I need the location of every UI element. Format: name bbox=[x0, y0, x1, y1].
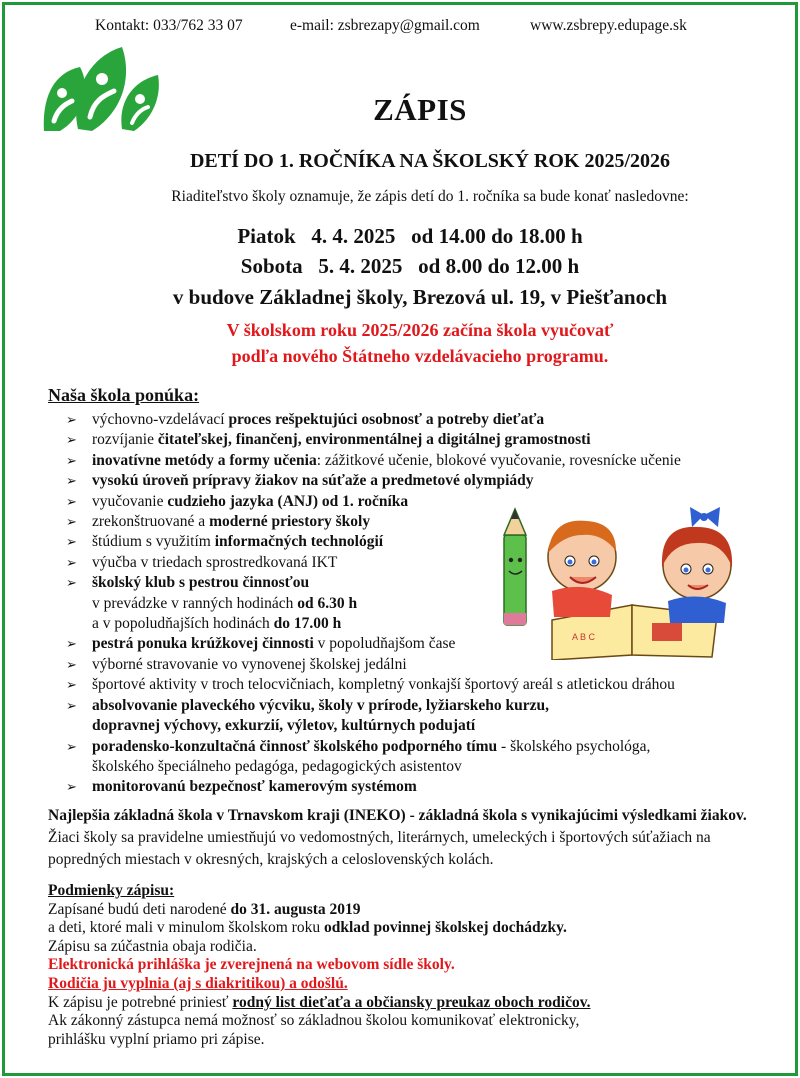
offer-item-text bbox=[92, 778, 417, 795]
text-run: K zápisu je potrebné priniesť bbox=[48, 993, 233, 1011]
text-run: absolvovanie plaveckého výcviku, školy v prírode, lyžiarskeho kurzu, bbox=[92, 696, 550, 714]
contact-website[interactable]: www.zsbrepy.edupage.sk bbox=[530, 17, 687, 34]
schedule-saturday: Sobota 5. 4. 2025 od 8.00 do 12.00 h bbox=[240, 254, 580, 278]
arrow-bullet-icon: ➢ bbox=[66, 779, 77, 795]
offer-item-text bbox=[92, 635, 455, 652]
text-run: informačných technológií bbox=[214, 533, 384, 551]
arrow-bullet-icon: ➢ bbox=[66, 452, 77, 468]
offer-item-text bbox=[92, 493, 408, 510]
notice-line-2: podľa nového Štátneho vzdelávacieho programu. bbox=[231, 346, 609, 366]
offer-item-text bbox=[92, 656, 407, 673]
offer-heading: Naša škola ponúka: bbox=[48, 385, 200, 405]
arrow-bullet-icon: ➢ bbox=[66, 636, 77, 652]
text-run: prihlášku vyplní priamo pri zápise. bbox=[48, 1030, 265, 1048]
text-run: v popoludňajšom čase bbox=[313, 635, 456, 653]
intro-text: Riaditeľstvo školy oznamuje, že zápis detí do 1. ročníka sa bude konať nasledovne: bbox=[171, 188, 689, 205]
text-run: cudzieho jazyka (ANJ) od 1. ročníka bbox=[167, 492, 409, 510]
text-run: zrekonštruované a bbox=[92, 513, 210, 531]
text-run: dopravnej výchovy, exkurzií, výletov, kultúrnych podujatí bbox=[92, 717, 476, 735]
page-title: ZÁPIS bbox=[373, 92, 467, 127]
condition-line bbox=[48, 938, 768, 957]
offer-item-continuation bbox=[92, 757, 786, 777]
conditions-heading: Podmienky zápisu: bbox=[48, 882, 175, 899]
schedule-friday: Piatok 4. 4. 2025 od 14.00 do 18.00 h bbox=[237, 224, 583, 248]
text-run: od 6.30 h bbox=[297, 594, 358, 612]
offer-item-text bbox=[92, 411, 544, 428]
text-run: pestrá ponuka krúžkovej činnosti bbox=[92, 635, 314, 653]
condition-line bbox=[48, 1031, 768, 1050]
arrow-bullet-icon: ➢ bbox=[66, 514, 77, 530]
notice-line-1: V školskom roku 2025/2026 začína škola vyučovať bbox=[226, 320, 614, 340]
condition-line bbox=[48, 956, 768, 975]
text-run: odklad povinnej školskej dochádzky. bbox=[323, 919, 567, 937]
contact-email[interactable]: e-mail: zsbrezapy@gmail.com bbox=[290, 17, 480, 34]
offer-item-text bbox=[92, 472, 534, 489]
text-run: a v popoludňajších hodinách bbox=[92, 615, 274, 633]
arrow-bullet-icon: ➢ bbox=[66, 534, 77, 550]
offer-item-text bbox=[92, 452, 681, 469]
text-run: vyučovanie bbox=[92, 492, 168, 510]
offer-item bbox=[66, 471, 786, 491]
arrow-bullet-icon: ➢ bbox=[66, 677, 77, 693]
text-run: školského špeciálneho pedagóga, pedagogických asistentov bbox=[92, 757, 462, 775]
text-run: poradensko-konzultačná činnosť školského podporného tímu bbox=[92, 737, 498, 755]
conditions-block bbox=[48, 882, 768, 1049]
offer-item-text bbox=[92, 513, 370, 530]
contact-phone: Kontakt: 033/762 33 07 bbox=[95, 17, 243, 34]
text-run: školský klub s pestrou činnosťou bbox=[92, 574, 310, 592]
condition-line bbox=[48, 975, 768, 994]
text-run: do 17.00 h bbox=[273, 615, 342, 633]
offer-item bbox=[66, 430, 786, 450]
text-run: Rodičia ju vyplnia (aj s diakritikou) a odošlú. bbox=[48, 974, 348, 992]
text-run: moderné priestory školy bbox=[209, 513, 371, 531]
text-run: čitateľskej, finančenj, environmentálnej a digitálnej gramostnosti bbox=[157, 431, 591, 449]
text-run: Zápisu sa zúčastnia obaja rodičia. bbox=[48, 937, 257, 955]
school-description bbox=[48, 805, 768, 871]
text-run: inovatívne metódy a formy učenia bbox=[92, 451, 317, 469]
text-run: štúdium s využitím bbox=[92, 533, 215, 551]
condition-line bbox=[48, 901, 768, 920]
condition-line bbox=[48, 919, 768, 938]
text-run: do 31. augusta 2019 bbox=[230, 900, 361, 918]
arrow-bullet-icon: ➢ bbox=[66, 575, 77, 591]
offer-item-continuation bbox=[92, 716, 786, 736]
text-run: výučba v triedach sprostredkovaná IKT bbox=[92, 553, 338, 571]
arrow-bullet-icon: ➢ bbox=[66, 412, 77, 427]
offer-item bbox=[66, 675, 786, 695]
offer-item bbox=[66, 451, 786, 471]
offer-item-text bbox=[92, 676, 675, 693]
text-run: Zapísané budú deti narodené bbox=[48, 900, 231, 918]
arrow-bullet-icon: ➢ bbox=[66, 473, 77, 489]
text-run: Najlepšia základná škola v Trnavskom kraji (INEKO) - základná škola s vynikajúcimi výsledkami žiakov. bbox=[48, 807, 747, 824]
page-subtitle: DETÍ DO 1. ROČNÍKA NA ŠKOLSKÝ ROK 2025/2026 bbox=[189, 150, 671, 172]
text-run: Žiaci školy sa pravidelne umiestňujú vo vedomostných, literárnych, umeleckých i športových súťažiach na popredných miestach v okresných, krajských a celoslovenských kolách. bbox=[48, 829, 711, 868]
offer-item-text bbox=[92, 533, 383, 550]
offer-item-text bbox=[92, 554, 337, 571]
text-run: : zážitkové učenie, blokové vyučovanie, rovesnícke učenie bbox=[316, 451, 681, 469]
offer-item-text bbox=[92, 574, 309, 591]
svg-text:A B C: A B C bbox=[572, 632, 596, 642]
offer-item-text bbox=[92, 697, 549, 714]
offer-item-text bbox=[92, 738, 650, 755]
text-run: výborné stravovanie vo vynovenej školskej jedálni bbox=[92, 655, 407, 673]
condition-line bbox=[48, 1012, 768, 1031]
offer-item-text bbox=[92, 431, 591, 448]
text-run: výchovno-vzdelávací bbox=[92, 411, 229, 428]
text-run: monitorovanú bezpečnosť kamerovým systémom bbox=[92, 778, 417, 796]
text-run: rodný list dieťaťa a občiansky preukaz oboch rodičov. bbox=[232, 993, 591, 1011]
arrow-bullet-icon: ➢ bbox=[66, 738, 77, 754]
arrow-bullet-icon: ➢ bbox=[66, 656, 77, 672]
text-run: v prevádzke v ranných hodinách bbox=[92, 594, 298, 612]
text-run: vysokú úroveň prípravy žiakov na súťaže a predmetové olympiády bbox=[92, 472, 534, 490]
kids-reading-illustration bbox=[482, 505, 772, 660]
arrow-bullet-icon: ➢ bbox=[66, 493, 77, 509]
offer-item bbox=[66, 737, 786, 778]
text-run: Elektronická prihláška je zverejnená na webovom sídle školy. bbox=[48, 956, 455, 974]
offer-item bbox=[66, 410, 786, 430]
text-run: a deti, ktoré mali v minulom školskom roku bbox=[48, 919, 324, 937]
offer-item bbox=[66, 696, 786, 737]
offer-item bbox=[66, 777, 786, 797]
condition-line bbox=[48, 994, 768, 1013]
schedule-location: v budove Základnej školy, Brezová ul. 19, v Piešťanoch bbox=[172, 285, 668, 309]
text-run: - školského psychológa, bbox=[497, 737, 651, 755]
text-run: proces rešpektujúci osobnosť a potreby dieťaťa bbox=[228, 411, 545, 428]
text-run: Ak zákonný zástupca nemá možnosť so základnou školou komunikovať elektronicky, bbox=[48, 1012, 580, 1030]
text-run: rozvíjanie bbox=[92, 431, 158, 449]
text-run: športové aktivity v troch telocvičniach, kompletný vonkajší športový areál s atletickou dráhou bbox=[92, 676, 675, 694]
arrow-bullet-icon: ➢ bbox=[66, 554, 77, 570]
arrow-bullet-icon: ➢ bbox=[66, 697, 77, 713]
arrow-bullet-icon: ➢ bbox=[66, 432, 77, 448]
